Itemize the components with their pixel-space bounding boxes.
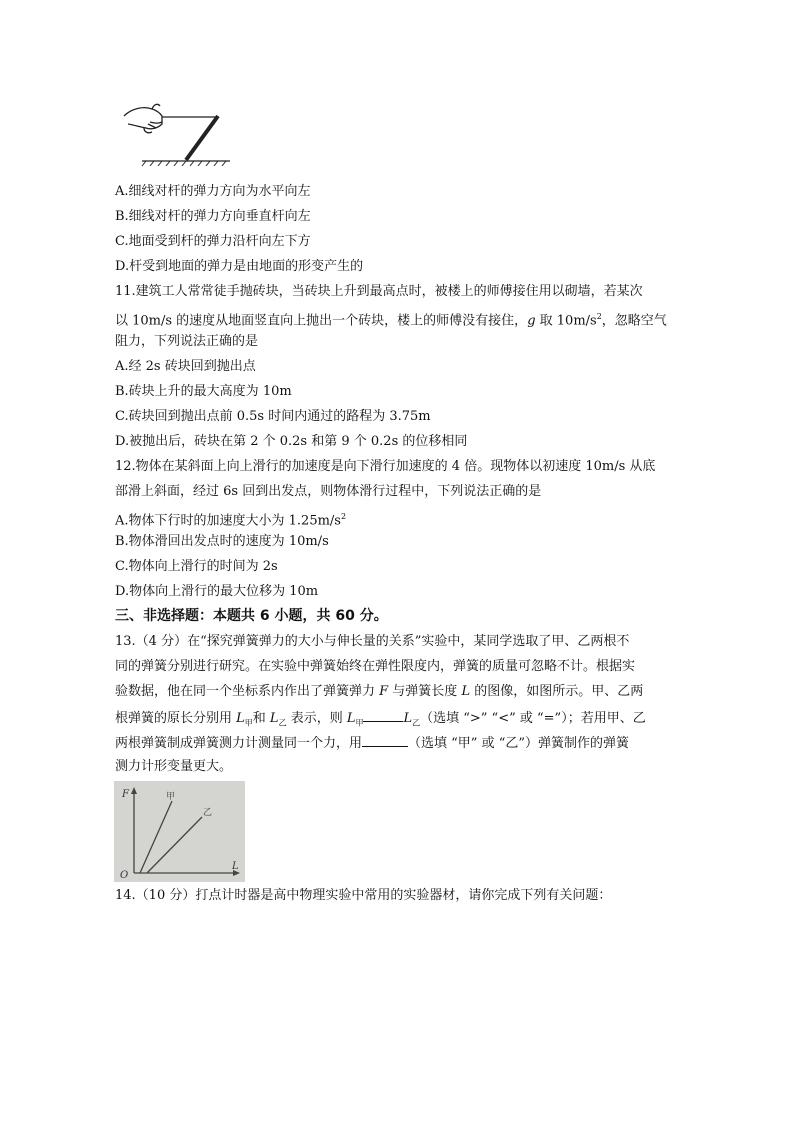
q11-stem-line2: 以 10m/s 的速度从地面竖直向上抛出一个砖块，楼上的师傅没有接住，g 取 $10m/s^2$，忽略空气 (115, 312, 667, 329)
q12-option-b: B.物体滑回出发点时的速度为 10m/s (115, 534, 329, 549)
q11-option-a: A.经 2s 砖块回到抛出点 (115, 359, 256, 374)
graph-label-yi: 乙 (203, 808, 213, 818)
q10-option-c: C.地面受到杆的弹力沿杆向左下方 (115, 234, 311, 249)
hand-icon (124, 104, 162, 132)
q10-option-b: B.细线对杆的弹力方向垂直杆向左 (115, 209, 311, 224)
rod-string-figure (118, 98, 238, 170)
answer-blank-1[interactable] (363, 707, 403, 722)
rod (186, 116, 218, 160)
section-3-heading: 三、非选择题：本题共 6 小题，共 60 分。 (115, 608, 388, 624)
graph-label-jia: 甲 (166, 792, 176, 802)
q11-stem-line1: 11.建筑工人常常徒手抛砖块，当砖块上升到最高点时，被楼上的师傅接住用以砌墙，若某次 (115, 284, 643, 299)
q11-option-b: B.砖块上升的最大高度为 10m (115, 384, 292, 399)
q12-stem-line2: 部滑上斜面，经过 6s 回到出发点，则物体滑行过程中，下列说法正确的是 (115, 484, 542, 499)
spring-force-length-graph (114, 781, 245, 882)
q10-option-d: D.杆受到地面的弹力是由地面的形变产生的 (115, 259, 364, 274)
q13-line1: 13.（4 分）在“探究弹簧弹力的大小与伸长量的关系”实验中，某同学选取了甲、乙两根不 (115, 634, 630, 649)
answer-blank-2[interactable] (362, 732, 408, 747)
q12-option-a: A.物体下行时的加速度大小为 $1.25m/s^2$ (115, 512, 347, 529)
q14-line1: 14.（10 分）打点计时器是高中物理实验中常用的实验器材，请你完成下列有关问题： (115, 888, 612, 903)
graph-label-l: L (232, 861, 239, 872)
graph-label-o: O (120, 870, 129, 881)
q11-option-d: D.被抛出后，砖块在第 2 个 0.2s 和第 9 个 0.2s 的位移相同 (115, 434, 468, 449)
q11-option-c: C.砖块回到抛出点前 0.5s 时间内通过的路程为 3.75m (115, 409, 431, 424)
q12-stem-line1: 12.物体在某斜面上向上滑行的加速度是向下滑行加速度的 4 倍。现物体以初速度 10m/s 从底 (115, 459, 656, 474)
q11-stem-line3: 阻力，下列说法正确的是 (115, 334, 259, 349)
q13-line4: 根弹簧的原长分别用 $L_甲$和 $L_乙$ 表示，则 $L_甲$ $L_乙$（选填 “>” “<” 或 “=”）；若用甲、乙 (115, 707, 646, 734)
q12-option-c: C.物体向上滑行的时间为 2s (115, 559, 278, 574)
q13-line5: 两根弹簧制成弹簧测力计测量同一个力，用 （选填 “甲” 或 “乙”）弹簧制作的弹簧 (115, 732, 629, 754)
q13-line6: 测力计形变量更大。 (115, 759, 233, 774)
q13-line3: 验数据，他在同一个坐标系内作出了弹簧弹力 F 与弹簧长度 L 的图像，如图所示。甲、乙两 (115, 684, 644, 699)
q12-option-d: D.物体向上滑行的最大位移为 10m (115, 584, 319, 599)
q10-option-a: A.细线对杆的弹力方向为水平向左 (115, 184, 311, 199)
ground-hatch (142, 161, 226, 166)
q13-line2: 同的弹簧分别进行研究。在实验中弹簧始终在弹性限度内，弹簧的质量可忽略不计。根据实 (115, 659, 636, 674)
graph-label-f: F (122, 789, 129, 800)
